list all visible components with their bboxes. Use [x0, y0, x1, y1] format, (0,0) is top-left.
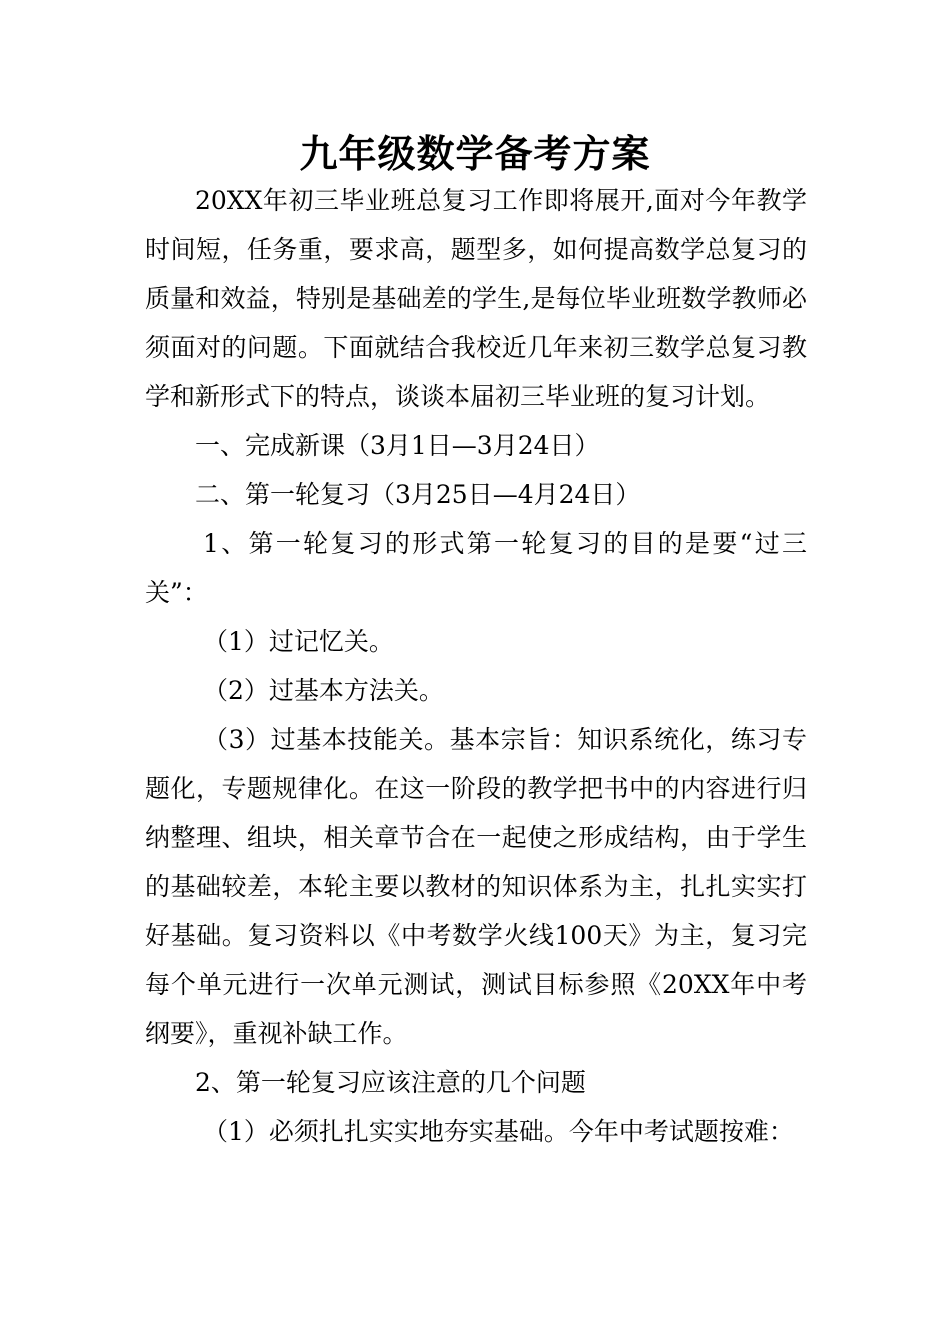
- section-heading-first-review: 二、第一轮复习（3月25日—4月24日）: [195, 480, 641, 509]
- intro-paragraph: 20XX年初三毕业班总复习工作即将展开,面对今年教学时间短，任务重，要求高，题型多，如何提高数学总复习的质量和效益，特别是基础差的学生,是每位毕业班数学教师必须面对的问题。下面就结合我校近几年来初三数学总复习教学和新形式下的特点，谈谈本届初三毕业班的复习计划。: [145, 186, 807, 411]
- document-title: 九年级数学备考方案: [299, 131, 651, 176]
- document-body: [145, 176, 807, 1156]
- section-heading-review-issues: 2、第一轮复习应该注意的几个问题: [195, 1068, 586, 1097]
- list-item-memory: （1）过记忆关。: [203, 627, 394, 656]
- list-item-solid-foundation: （1）必须扎扎实实地夯实基础。今年中考试题按难：: [203, 1117, 794, 1146]
- list-item-basic-methods: （2）过基本方法关。: [203, 676, 444, 705]
- section-heading-new-lessons: 一、完成新课（3月1日—3月24日）: [195, 431, 600, 460]
- list-item-basic-skills: （3）过基本技能关。基本宗旨：知识系统化，练习专题化，专题规律化。在这一阶段的教学把书中的内容进行归纳整理、组块，相关章节合在一起使之形成结构，由于学生的基础较差，本轮主要以教材的知识体系为主，扎扎实实打好基础。复习资料以《中考数学火线100天》为主，复习完每个单元进行一次单元测试，测试目标参照《20XX年中考纲要》，重视补缺工作。: [145, 725, 807, 1048]
- first-review-form-paragraph: 1、第一轮复习的形式第一轮复习的目的是要“过三关”：: [145, 529, 807, 607]
